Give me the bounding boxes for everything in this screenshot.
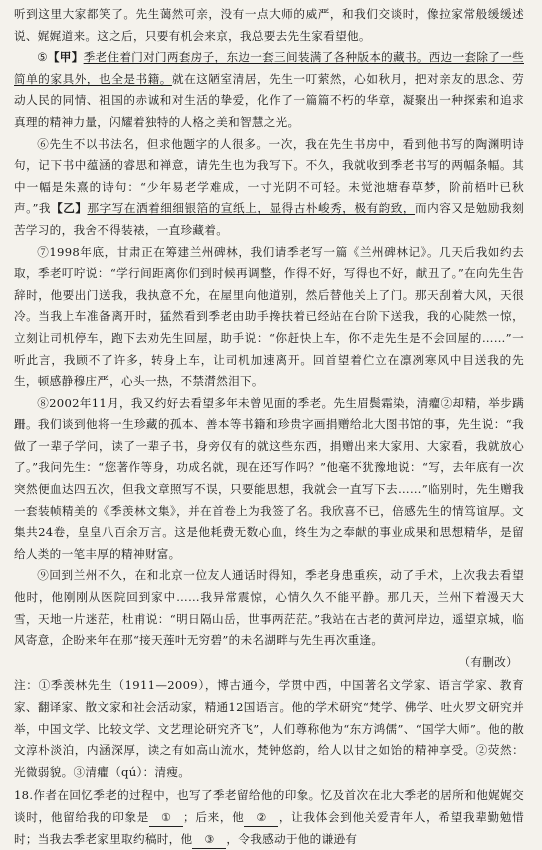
paragraph-8: ⑧2002年11月，我又约好去看望多年未曾见面的季老。先生眉鬓霜染，清癯②却精，举步蹒跚。我们谈到他将一生珍藏的孤本、善本等书籍和珍贵字画捐赠给北大图书馆的事，先生说：“我做了一辈子学问，读了一辈子书，身旁仅有的就这些东西，捐赠出来大家用、大家看，我就放心了。”我问先生：“您著作等身，功成名就，现在还写作吗？”他毫不犹豫地说：“写，去年底有一次突然便血达四五次，但我文章照写不误，只要能思想，我就会一直写下去……”临别时，先生赠我一套装帧精美的《季羡林文集》，并在首卷上为我签了名。我欣喜不已，倍感先生的情笃谊厚。文集共24卷，皇皇八百余万言。这是他耗费无数心血，终生为之奉献的事业成果和思想精华，是留给人类的一笔丰厚的精神财富。 [14,395,524,561]
question-text: ，令我感动于他的谦逊有 [226,831,358,846]
underlined-sentence-jia: 季老住着门对门两套房子，东边一套三间装满了各种版本的藏书。西边一套除了一些简单的家具外，也全是书籍。 [14,50,524,86]
answer-blank-3[interactable]: ③ [192,831,226,849]
paragraph-number: ⑤ [37,50,48,65]
paragraph-number: ⑥ [37,136,50,151]
tag-jia: 【甲】 [47,50,84,65]
footnotes: 注：①季羡林先生（1911—2009），博古通今，学贯中西，中国著名文学家、语言学家、教育家、翻译家、散文家和社会活动家，精通12国语言。他的学术研究“梵学、佛学、吐火罗文研究并举，中国文学、比较文学、文艺理论研究齐飞”，人们尊称他为“东方鸿儒”、“国学大师”。他的散文淳朴淡泊，内涵深厚，读之有如高山流水，梵钟悠韵，给人以甘之如饴的精神享受。②荧然：光微弱貌。③清癯（qú）：清瘦。 [14,678,524,779]
question-text: ；后来，他 [183,809,245,824]
question-text: ，让我体会到他关爱青年人，希望我辈勤勉惜时；当我去季老家里取约稿时，他 [14,809,524,846]
answer-blank-2[interactable]: ② [244,809,278,827]
paragraph-7: ⑦1998年底，甘肃正在筹建兰州碑林，我们请季老写一篇《兰州碑林记》。几天后我如约去取，季老叮咛说：“学行间距离你们到时候再调整，作得不好，写得也不好，献丑了。”在向先生告辞时，他要出门送我，我执意不允，在屋里向他道别，然后替他关上了门。那天刮着大风，天很冷。当我上车准备离开时，猛然看到季老由助手搀扶着已经站在台阶下送我，我的心陡然一惊，立刻让司机停车，跑下去劝先生回屋，助手说：“你赶快上车，你不走先生是不会回屋的……”一听此言，我顾不了许多，转身上车，让司机加速离开。回首望着伫立在凛冽寒风中目送我的先生，顿感静穆庄严，心头一热，不禁潸然泪下。 [14,244,524,389]
paragraph-6-rest: 而内容又是勉励我刻苦学习的，我舍不得装裱，一直珍藏着。 [14,201,524,237]
answer-blank-1[interactable]: ① [149,809,183,827]
underlined-sentence-yi: 那字写在洒着细细银箔的宣纸上，显得古朴峻秀，极有韵致， [87,201,416,216]
question-number: 18. [14,788,34,803]
source-note: （有删改） [458,654,518,669]
paragraph-6 [14,134,524,242]
paragraph-6-text: 先生不以书法名，但求他题字的人很多。一次，我在先生书房中，看到他书写的陶渊明诗句，记下书中蕴涵的睿思和禅意，请先生也为我写下。不久，我就收到季老书写的两幅条幅。其中一幅是朱熹的诗句：“少年易老学难成，一寸光阴不可轻。未觉池塘春草梦，阶前梧叶已秋声。”我 [14,136,524,216]
question-text: 作者在回忆季老的过程中，也写了季老留给他的印象。忆及首次在北大季老的居所和他娓娓交谈时，他留给我的印象是 [14,788,524,824]
paragraph-5 [14,47,524,133]
paragraph-5-rest: 就在这陋室清居，先生一叮萦然，心如秋月，把对亲友的思念、劳动人民的同情、祖国的赤诚和对生活的挚爱，化作了一篇篇不朽的华章，凝聚出一种探索和追求真理的精神力量，闪耀着独特的人格之美和智慧之光。 [14,71,524,129]
paragraph-9: ⑨回到兰州不久，在和北京一位友人通话时得知，季老身患重疾，动了手术，上次我去看望他时，他刚刚从医院回到家中……我异常震惊，心情久久不能平静。那几天，兰州下着漫天大雪，天地一片迷茫，杜甫说：“明日隔山岳，世事两茫茫。”我站在古老的黄河岸边，遥望京城，临风寄意，企盼来年在那“接天莲叶无穷碧”的未名湖畔与先生再次重逢。 [14,568,524,648]
question-18 [14,785,524,850]
tag-yi: 【乙】 [51,201,88,216]
intro-paragraph: 听到这里大家都笑了。先生蔼然可亲，没有一点大师的威严，和我们交谈时，像拉家常般缓缓述说、娓娓道来。这之后，只要有机会来京，我总要去先生家看望他。 [14,7,524,43]
